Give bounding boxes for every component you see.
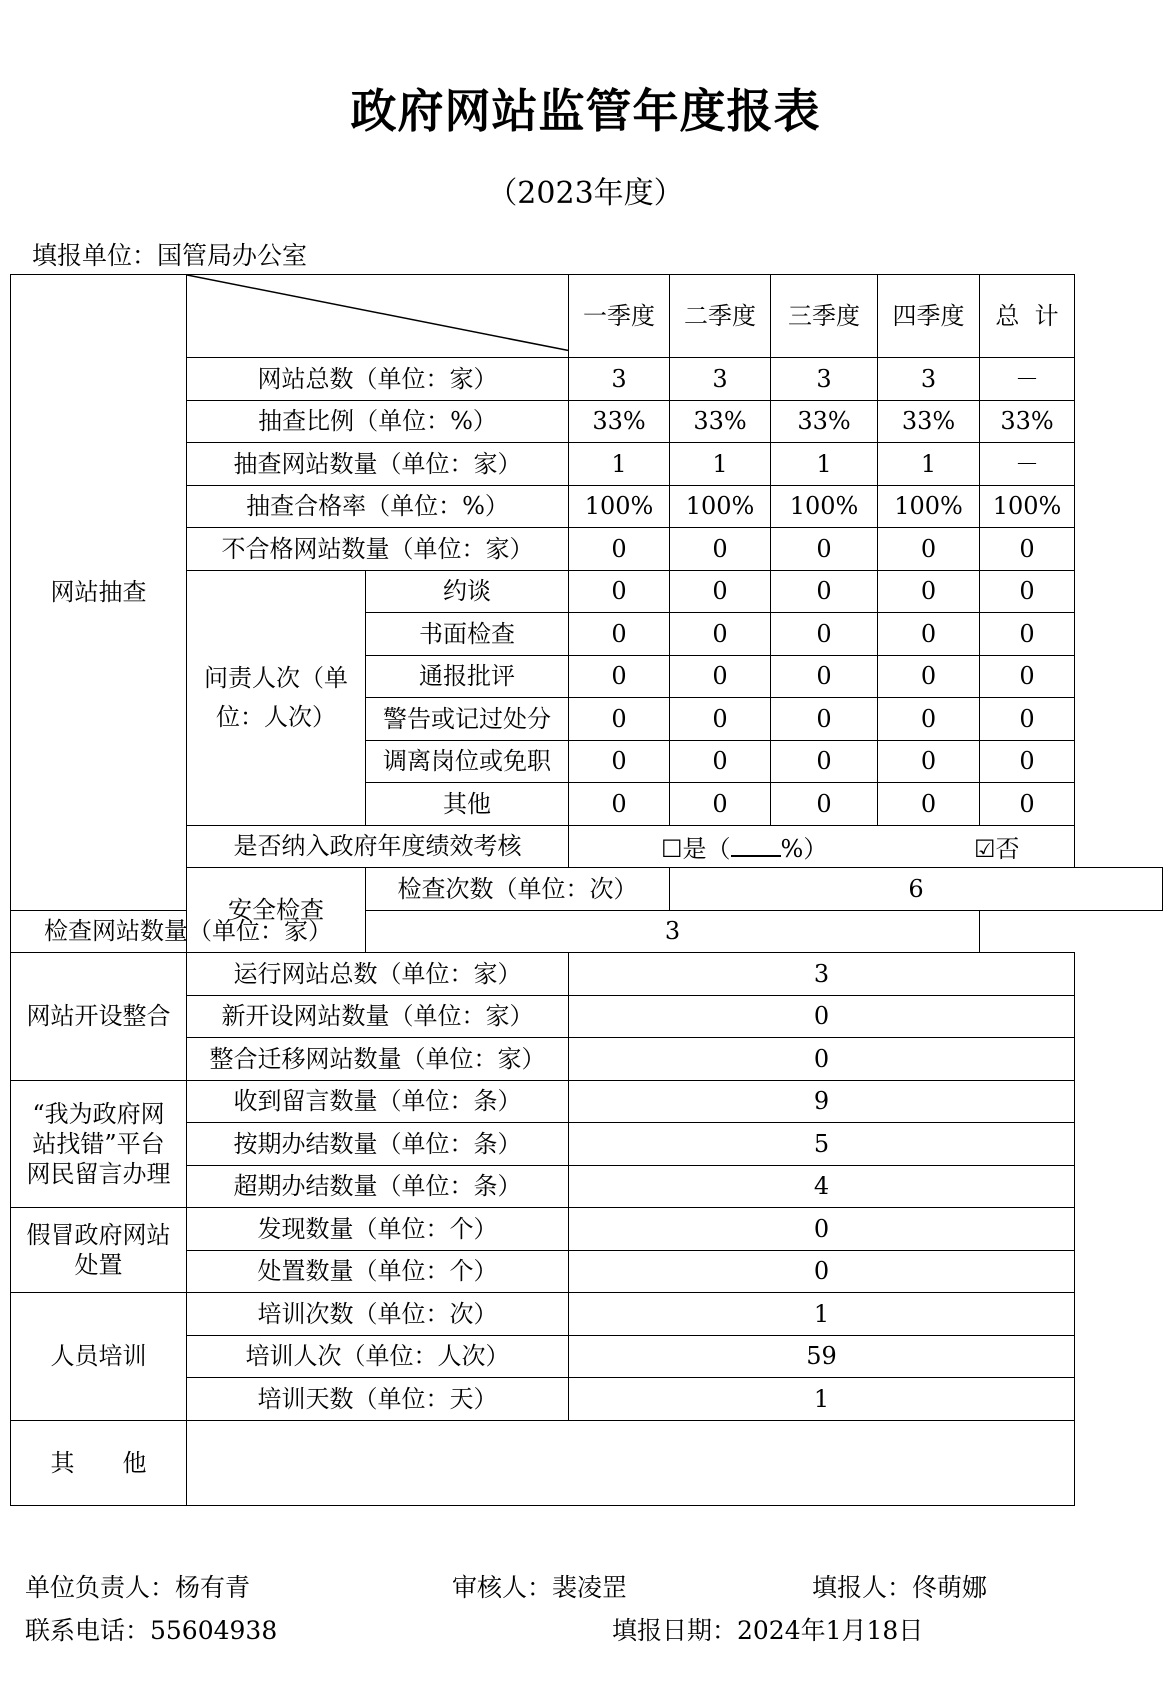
table-cell: 4: [569, 1165, 1075, 1208]
row-label: 其他: [366, 783, 569, 826]
table-cell: 0: [771, 613, 878, 656]
checkbox-checked-icon: ☑: [974, 834, 996, 863]
table-cell: 0: [569, 528, 670, 571]
footer-reporter: 填报人：佟萌娜: [812, 1573, 988, 1602]
table-cell: 0: [569, 995, 1075, 1038]
table-cell: 0: [878, 655, 980, 698]
table-cell: 9: [569, 1080, 1075, 1123]
table-cell: 0: [569, 698, 670, 741]
table-cell: 0: [670, 698, 771, 741]
row-label: 网站总数（单位：家）: [187, 358, 569, 401]
diagonal-line: [187, 275, 568, 357]
table-cell: 1: [569, 1378, 1075, 1421]
row-label: 是否纳入政府年度绩效考核: [187, 825, 569, 868]
row-label: 培训人次（单位：人次）: [187, 1335, 569, 1378]
table-cell: 0: [980, 783, 1075, 826]
column-header: 二季度: [670, 275, 771, 358]
table-cell: 0: [878, 740, 980, 783]
other-content-cell: [187, 1420, 1075, 1505]
table-cell: 100%: [670, 485, 771, 528]
table-cell: 0: [670, 655, 771, 698]
table-cell: 0: [569, 1038, 1075, 1081]
row-label: 抽查比例（单位：%）: [187, 400, 569, 443]
table-cell: 3: [878, 358, 980, 401]
table-cell: 1: [569, 1293, 1075, 1336]
percent-blank: [731, 835, 781, 857]
table-cell: 100%: [980, 485, 1075, 528]
table-cell: 0: [569, 655, 670, 698]
table-cell: 33%: [980, 400, 1075, 443]
table-cell: 100%: [771, 485, 878, 528]
report-subtitle: （2023年度）: [487, 176, 684, 211]
row-label: 检查网站数量（单位：家）: [11, 910, 366, 953]
accountability-label-text: 问责人次（单位：人次）: [204, 664, 348, 731]
table-row: [11, 953, 1163, 996]
table-row: [11, 1208, 1163, 1251]
assessment-no-option: [974, 834, 1020, 864]
table-cell: 1: [771, 443, 878, 486]
table-cell: －: [980, 443, 1075, 486]
other-row: [11, 1420, 1163, 1505]
table-cell: 33%: [878, 400, 980, 443]
table-cell: 0: [771, 698, 878, 741]
assessment-yes-suffix: %）: [780, 834, 828, 863]
table-row: [11, 1080, 1163, 1123]
table-cell: 0: [980, 740, 1075, 783]
footer-phone: 联系电话：55604938: [25, 1616, 278, 1645]
section-security: 安全检查: [187, 868, 366, 953]
table-cell: 0: [569, 570, 670, 613]
table-cell: 0: [878, 528, 980, 571]
section-fake-text: 假冒政府网站处置: [26, 1221, 171, 1279]
table-cell: 3: [366, 910, 980, 953]
row-label: 书面检查: [366, 613, 569, 656]
table-cell: 0: [771, 655, 878, 698]
table-cell: －: [980, 358, 1075, 401]
table-cell: 0: [771, 783, 878, 826]
table-cell: 0: [980, 698, 1075, 741]
table-cell: 0: [878, 783, 980, 826]
table-cell: 0: [771, 528, 878, 571]
row-label: 收到留言数量（单位：条）: [187, 1080, 569, 1123]
table-cell: 100%: [569, 485, 670, 528]
table-cell: 1: [569, 443, 670, 486]
table-cell: 3: [670, 358, 771, 401]
row-label: 发现数量（单位：个）: [187, 1208, 569, 1251]
table-cell: 6: [670, 868, 1163, 911]
reporting-unit: 填报单位：国管局办公室: [32, 241, 308, 270]
assessment-yes-label: 是（: [682, 834, 731, 863]
table-cell: 0: [569, 1250, 1075, 1293]
row-label: 培训次数（单位：次）: [187, 1293, 569, 1336]
table-cell: 33%: [670, 400, 771, 443]
section-setup: 网站开设整合: [11, 953, 187, 1081]
row-label: 处置数量（单位：个）: [187, 1250, 569, 1293]
table-cell: 0: [670, 613, 771, 656]
table-cell: 0: [980, 655, 1075, 698]
table-cell: 0: [771, 570, 878, 613]
table-cell: 3: [569, 358, 670, 401]
footer-reviewer: 审核人：裴凌罡: [452, 1573, 628, 1602]
row-label: 不合格网站数量（单位：家）: [187, 528, 569, 571]
column-header: 三季度: [771, 275, 878, 358]
row-label: 整合迁移网站数量（单位：家）: [187, 1038, 569, 1081]
row-label: 抽查合格率（单位：%）: [187, 485, 569, 528]
table-cell: 0: [670, 528, 771, 571]
table-cell: 33%: [569, 400, 670, 443]
table-cell: 3: [771, 358, 878, 401]
section-fake: [11, 1208, 187, 1293]
section-feedback-text: “我为政府网站找错”平台网民留言办理: [26, 1099, 171, 1188]
assessment-options: [569, 825, 1075, 868]
table-cell: 0: [670, 570, 771, 613]
section-other: 其 他: [11, 1420, 187, 1505]
table-cell: 0: [980, 570, 1075, 613]
table-cell: 3: [569, 953, 1075, 996]
row-label: 超期办结数量（单位：条）: [187, 1165, 569, 1208]
table-cell: 33%: [771, 400, 878, 443]
table-cell: 1: [878, 443, 980, 486]
row-label: 培训天数（单位：天）: [187, 1378, 569, 1421]
table-cell: 0: [569, 1208, 1075, 1251]
table-cell: 0: [878, 570, 980, 613]
column-header: 总 计: [980, 275, 1075, 358]
checkbox-unchecked-icon: ☐: [661, 834, 683, 863]
table-cell: 0: [569, 740, 670, 783]
row-label: 运行网站总数（单位：家）: [187, 953, 569, 996]
section-feedback: [11, 1080, 187, 1208]
footer-date: 填报日期：2024年1月18日: [612, 1616, 924, 1645]
row-label: 抽查网站数量（单位：家）: [187, 443, 569, 486]
row-label: 检查次数（单位：次）: [366, 868, 670, 911]
table-cell: 0: [980, 613, 1075, 656]
report-table: [10, 274, 1163, 1506]
report-title: 政府网站监管年度报表: [350, 84, 821, 138]
row-label: 约谈: [366, 570, 569, 613]
table-cell: 0: [670, 783, 771, 826]
table-row: [11, 910, 1163, 953]
row-label: 新开设网站数量（单位：家）: [187, 995, 569, 1038]
footer-leader: 单位负责人：杨有青: [25, 1573, 251, 1602]
section-training: 人员培训: [11, 1293, 187, 1421]
table-cell: 0: [878, 613, 980, 656]
table-cell: 0: [980, 528, 1075, 571]
assessment-yes-option: [661, 834, 827, 864]
table-cell: 0: [771, 740, 878, 783]
table-cell: 0: [878, 698, 980, 741]
table-cell: 100%: [878, 485, 980, 528]
diagonal-header-cell: [187, 275, 569, 358]
table-cell: 5: [569, 1123, 1075, 1166]
assessment-no-label: 否: [995, 834, 1020, 863]
table-cell: 1: [670, 443, 771, 486]
table-row: [11, 1293, 1163, 1336]
row-label: 通报批评: [366, 655, 569, 698]
table-cell: 0: [670, 740, 771, 783]
row-label: 按期办结数量（单位：条）: [187, 1123, 569, 1166]
column-header: 一季度: [569, 275, 670, 358]
row-label: 警告或记过处分: [366, 698, 569, 741]
table-cell: 59: [569, 1335, 1075, 1378]
section-spot-check: 网站抽查: [11, 275, 187, 911]
accountability-label: [187, 570, 366, 825]
table-cell: 0: [569, 783, 670, 826]
column-header: 四季度: [878, 275, 980, 358]
row-label: 调离岗位或免职: [366, 740, 569, 783]
table-cell: 0: [569, 613, 670, 656]
header-row: [11, 275, 1163, 358]
